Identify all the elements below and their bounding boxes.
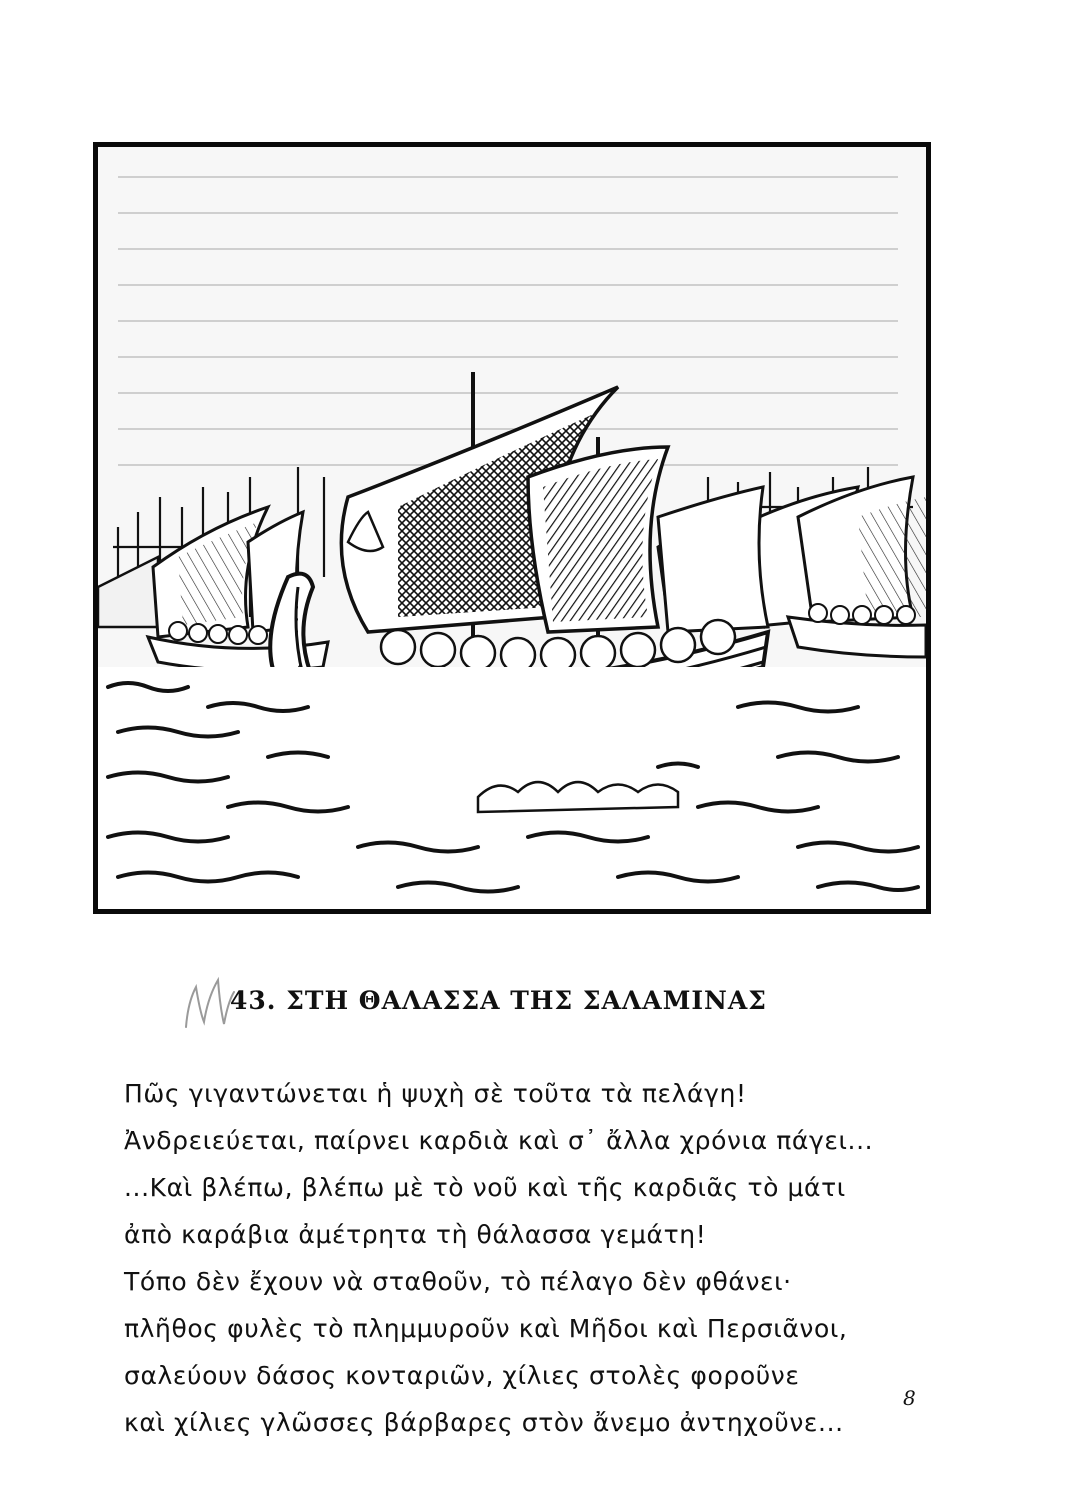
trireme-illustration (93, 142, 931, 914)
sea-waves (98, 667, 926, 909)
section-heading: 43. ΣΤΗ ΘΑΛΑΣΣΑ ΤΗΣ ΣΑΛΑΜΙΝΑΣ (230, 986, 767, 1015)
page-number: 8 (903, 1386, 916, 1410)
poem-line: Πῶς γιγαντώνεται ἡ ψυχὴ σὲ τοῦτα τὰ πελάγη! (124, 1079, 747, 1108)
pencil-mark-icon (178, 972, 238, 1034)
poem-line: σαλεύουν δάσος κονταριῶν, χίλιες στολὲς φοροῦνε (124, 1361, 800, 1390)
main-ship-sails (341, 372, 768, 667)
poem-line: καὶ χίλιες γλῶσσες βάρβαρες στὸν ἄνεμο ἀντηχοῦνε... (124, 1408, 844, 1437)
poem-line: Τόπο δὲν ἔχουν νὰ σταθοῦν, τὸ πέλαγο δὲν φθάνει· (124, 1267, 792, 1296)
poem-line: ἀπὸ καράβια ἀμέτρητα τὴ θάλασσα γεμάτη! (124, 1220, 707, 1249)
poem (124, 1070, 944, 1446)
show-through-lines (118, 177, 898, 465)
ships-engraving (98, 147, 926, 909)
poem-line: πλῆθος φυλὲς τὸ πλημμυροῦν καὶ Μῆδοι καὶ Περσιᾶνοι, (124, 1314, 848, 1343)
poem-line: Ἀνδρειεύεται, παίρνει καρδιὰ καὶ σ᾽ ἄλλα χρόνια πάγει... (124, 1126, 874, 1155)
poem-line: ...Καὶ βλέπω, βλέπω μὲ τὸ νοῦ καὶ τῆς καρδιᾶς τὸ μάτι (124, 1173, 846, 1202)
